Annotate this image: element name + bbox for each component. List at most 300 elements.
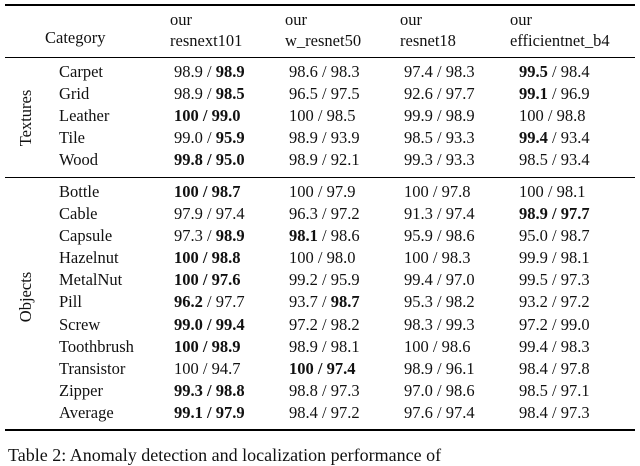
score-cell (519, 127, 634, 149)
score-separator: / (202, 128, 216, 148)
score-separator: / (202, 402, 216, 422)
score-cell (174, 247, 289, 269)
detection-score: 99.2 (289, 270, 318, 290)
score-cell (404, 358, 519, 380)
score-separator: / (543, 106, 557, 126)
score-separator: / (317, 226, 331, 246)
score-cell (289, 269, 404, 291)
score-separator: / (432, 380, 446, 400)
localization-score: 97.0 (445, 270, 475, 290)
header-col-2-line2: w_resnet50 (285, 31, 362, 50)
objects-table (59, 181, 634, 424)
localization-score: 98.2 (330, 314, 360, 334)
score-cell (174, 291, 289, 313)
score-separator: / (198, 248, 212, 268)
localization-score: 98.0 (326, 248, 356, 268)
detection-score: 98.5 (519, 380, 548, 400)
score-separator: / (432, 62, 446, 81)
localization-score: 98.8 (556, 106, 586, 126)
detection-score: 95.9 (404, 226, 433, 246)
detection-score: 98.4 (519, 402, 548, 422)
detection-score: 98.9 (404, 358, 433, 378)
score-cell (174, 149, 289, 171)
localization-score: 98.5 (326, 106, 356, 126)
score-cell (404, 269, 519, 291)
localization-score: 99.3 (445, 314, 475, 334)
score-cell (289, 336, 404, 358)
score-cell (404, 127, 519, 149)
score-separator: / (428, 248, 442, 268)
detection-score: 100 (519, 182, 544, 201)
score-separator: / (543, 182, 557, 201)
detection-score: 99.8 (174, 150, 203, 170)
row-category: Hazelnut (59, 248, 119, 268)
score-separator: / (317, 270, 331, 290)
table-row (59, 269, 634, 291)
row-category: Cable (59, 204, 98, 224)
detection-score: 100 (404, 182, 429, 201)
score-cell (519, 61, 634, 83)
localization-score: 97.5 (330, 84, 360, 104)
score-separator: / (317, 62, 331, 81)
localization-score: 97.4 (445, 204, 475, 224)
score-cell (174, 269, 289, 291)
detection-score: 100 (404, 336, 429, 356)
score-cell (519, 380, 634, 402)
localization-score: 97.1 (560, 380, 590, 400)
row-category: Screw (59, 314, 101, 334)
localization-score: 92.1 (330, 150, 360, 170)
score-separator: / (198, 106, 212, 126)
score-separator: / (547, 380, 561, 400)
score-cell (404, 149, 519, 171)
score-separator: / (547, 128, 561, 148)
score-separator: / (432, 204, 446, 224)
score-separator: / (313, 358, 327, 378)
detection-score: 100 (174, 358, 199, 378)
header-col-4-line2: efficientnet_b4 (510, 31, 610, 50)
score-cell (289, 402, 404, 424)
localization-score: 97.7 (560, 204, 590, 224)
detection-score: 95.3 (404, 292, 433, 312)
score-cell (174, 61, 289, 83)
score-cell (404, 336, 519, 358)
detection-score: 98.4 (289, 402, 318, 422)
score-separator: / (547, 204, 561, 224)
group-label-objects: Objects (16, 271, 35, 323)
detection-score: 96.2 (174, 292, 203, 312)
score-cell (519, 247, 634, 269)
localization-score: 98.8 (211, 248, 241, 268)
score-separator: / (432, 292, 446, 312)
score-cell (289, 203, 404, 225)
localization-score: 98.6 (441, 336, 471, 356)
score-separator: / (202, 204, 216, 224)
localization-score: 93.4 (560, 128, 590, 148)
textures-table (59, 61, 634, 171)
table-row (59, 402, 634, 424)
score-cell (404, 61, 519, 83)
score-cell (174, 83, 289, 105)
detection-score: 100 (404, 248, 429, 268)
row-category: MetalNut (59, 270, 123, 290)
score-cell (519, 225, 634, 247)
detection-score: 100 (289, 106, 314, 126)
score-separator: / (313, 182, 327, 201)
score-separator: / (198, 182, 212, 201)
detection-score: 98.9 (289, 128, 318, 148)
localization-score: 95.9 (330, 270, 360, 290)
table-row (59, 127, 634, 149)
row-category: Capsule (59, 226, 113, 246)
detection-score: 99.9 (404, 106, 433, 126)
localization-score: 97.7 (445, 84, 475, 104)
localization-score: 97.8 (560, 358, 590, 378)
detection-score: 99.4 (404, 270, 433, 290)
localization-score: 97.2 (330, 402, 360, 422)
localization-score: 98.9 (211, 336, 241, 356)
table-row (59, 181, 634, 203)
detection-score: 99.4 (519, 128, 548, 148)
score-cell (174, 181, 289, 203)
score-cell (404, 225, 519, 247)
score-cell (404, 314, 519, 336)
header-col-4 (510, 9, 610, 51)
detection-score: 96.5 (289, 84, 318, 104)
table-row (59, 358, 634, 380)
row-category: Tile (59, 128, 85, 148)
score-separator: / (317, 380, 331, 400)
score-separator: / (432, 150, 446, 170)
row-category: Pill (59, 292, 82, 312)
detection-score: 97.6 (404, 402, 433, 422)
score-cell (289, 83, 404, 105)
row-category: Grid (59, 84, 90, 104)
detection-score: 98.9 (289, 336, 318, 356)
localization-score: 98.2 (445, 292, 475, 312)
table-row (59, 314, 634, 336)
row-category: Transistor (59, 358, 126, 378)
score-separator: / (317, 292, 331, 312)
score-cell (519, 105, 634, 127)
detection-score: 99.0 (174, 128, 203, 148)
localization-score: 98.4 (560, 62, 590, 81)
score-separator: / (547, 150, 561, 170)
detection-score: 98.5 (519, 150, 548, 170)
score-cell (404, 247, 519, 269)
localization-score: 94.7 (211, 358, 241, 378)
table-caption: Table 2: Anomaly detection and localization performance of (8, 445, 442, 465)
score-separator: / (313, 106, 327, 126)
score-cell (289, 314, 404, 336)
localization-score: 99.0 (211, 106, 241, 126)
score-cell (404, 105, 519, 127)
score-separator: / (432, 270, 446, 290)
score-separator: / (428, 336, 442, 356)
localization-score: 98.1 (330, 336, 360, 356)
score-cell (519, 149, 634, 171)
score-separator: / (428, 182, 442, 201)
group-label-textures: Textures (16, 89, 35, 147)
localization-score: 97.9 (215, 402, 245, 422)
detection-score: 99.3 (404, 150, 433, 170)
header-col-4-line1: our (510, 10, 532, 29)
score-cell (519, 83, 634, 105)
table-row (59, 203, 634, 225)
header-category-label: Category (45, 28, 106, 47)
detection-score: 100 (174, 182, 199, 201)
row-category: Leather (59, 106, 110, 126)
score-cell (289, 358, 404, 380)
bottom-rule (5, 429, 635, 431)
detection-score: 98.1 (289, 226, 318, 246)
localization-score: 98.7 (330, 292, 360, 312)
localization-score: 97.8 (441, 182, 471, 201)
score-separator: / (547, 226, 561, 246)
detection-score: 98.3 (404, 314, 433, 334)
score-separator: / (547, 84, 561, 104)
detection-score: 97.2 (519, 314, 548, 334)
score-separator: / (202, 380, 216, 400)
detection-score: 92.6 (404, 84, 433, 104)
table-row (59, 291, 634, 313)
localization-score: 98.9 (215, 62, 245, 81)
detection-score: 99.5 (519, 270, 548, 290)
score-separator: / (198, 336, 212, 356)
detection-score: 93.7 (289, 292, 318, 312)
score-cell (174, 127, 289, 149)
detection-score: 97.9 (174, 204, 203, 224)
localization-score: 98.9 (445, 106, 475, 126)
score-cell (174, 402, 289, 424)
detection-score: 99.1 (519, 84, 548, 104)
score-separator: / (317, 150, 331, 170)
group-rule (5, 177, 635, 178)
score-separator: / (317, 204, 331, 224)
localization-score: 98.7 (560, 226, 590, 246)
score-cell (289, 225, 404, 247)
score-cell (404, 380, 519, 402)
score-separator: / (202, 292, 216, 312)
score-separator: / (432, 128, 446, 148)
score-separator: / (202, 84, 216, 104)
score-separator: / (547, 248, 561, 268)
localization-score: 93.9 (330, 128, 360, 148)
score-cell (174, 336, 289, 358)
localization-score: 96.1 (445, 358, 475, 378)
detection-score: 100 (519, 106, 544, 126)
detection-score: 98.6 (289, 62, 318, 81)
detection-score: 97.2 (289, 314, 318, 334)
score-separator: / (202, 314, 216, 334)
localization-score: 93.4 (560, 150, 590, 170)
score-separator: / (547, 402, 561, 422)
localization-score: 98.3 (330, 62, 360, 81)
table-row (59, 225, 634, 247)
score-separator: / (317, 128, 331, 148)
score-separator: / (313, 248, 327, 268)
score-cell (174, 380, 289, 402)
header-col-3-line2: resnet18 (400, 31, 456, 50)
detection-score: 98.9 (289, 150, 318, 170)
localization-score: 98.9 (215, 226, 245, 246)
header-col-2 (285, 9, 361, 51)
row-category: Zipper (59, 380, 103, 400)
score-separator: / (547, 336, 561, 356)
localization-score: 97.4 (215, 204, 245, 224)
detection-score: 99.4 (519, 336, 548, 356)
score-cell (519, 358, 634, 380)
row-category: Carpet (59, 62, 103, 81)
localization-score: 97.3 (560, 402, 590, 422)
localization-score: 98.1 (556, 182, 586, 201)
row-category: Average (59, 402, 114, 422)
header-col-1-line1: our (170, 10, 192, 29)
row-category: Wood (59, 150, 99, 170)
score-cell (174, 358, 289, 380)
score-cell (289, 181, 404, 203)
table-row (59, 105, 634, 127)
score-separator: / (317, 84, 331, 104)
table-row (59, 336, 634, 358)
localization-score: 97.2 (560, 292, 590, 312)
score-separator: / (202, 62, 216, 81)
detection-score: 99.9 (519, 248, 548, 268)
localization-score: 97.7 (215, 292, 245, 312)
localization-score: 95.9 (215, 128, 245, 148)
localization-score: 97.3 (330, 380, 360, 400)
score-separator: / (198, 358, 212, 378)
detection-score: 98.4 (519, 358, 548, 378)
score-cell (289, 149, 404, 171)
score-cell (519, 402, 634, 424)
score-cell (519, 336, 634, 358)
localization-score: 97.4 (326, 358, 356, 378)
score-separator: / (547, 358, 561, 378)
score-separator: / (432, 314, 446, 334)
localization-score: 98.5 (215, 84, 245, 104)
score-separator: / (317, 314, 331, 334)
detection-score: 95.0 (519, 226, 548, 246)
score-cell (289, 105, 404, 127)
localization-score: 98.6 (445, 226, 475, 246)
detection-score: 100 (289, 182, 314, 201)
score-separator: / (317, 402, 331, 422)
detection-score: 99.3 (174, 380, 203, 400)
score-separator: / (547, 62, 561, 81)
header-col-3 (400, 9, 456, 51)
score-cell (174, 225, 289, 247)
score-cell (289, 247, 404, 269)
detection-score: 99.1 (174, 402, 203, 422)
table-row (59, 149, 634, 171)
localization-score: 99.4 (215, 314, 245, 334)
localization-score: 98.3 (560, 336, 590, 356)
score-cell (174, 105, 289, 127)
score-separator: / (547, 314, 561, 334)
score-cell (519, 314, 634, 336)
detection-score: 99.0 (174, 314, 203, 334)
detection-score: 98.8 (289, 380, 318, 400)
score-cell (289, 380, 404, 402)
localization-score: 98.1 (560, 248, 590, 268)
top-rule (5, 4, 635, 6)
detection-score: 100 (174, 336, 199, 356)
detection-score: 100 (174, 270, 199, 290)
score-cell (404, 291, 519, 313)
detection-score: 96.3 (289, 204, 318, 224)
header-col-1-line2: resnext101 (170, 31, 243, 50)
localization-score: 96.9 (560, 84, 590, 104)
score-separator: / (432, 226, 446, 246)
detection-score: 99.5 (519, 62, 548, 81)
detection-score: 98.9 (174, 62, 203, 81)
header-rule (5, 57, 635, 58)
localization-score: 97.2 (330, 204, 360, 224)
header-col-1 (170, 9, 242, 51)
row-category: Bottle (59, 182, 100, 201)
detection-score: 100 (174, 248, 199, 268)
detection-score: 98.9 (174, 84, 203, 104)
localization-score: 97.4 (445, 402, 475, 422)
score-cell (289, 61, 404, 83)
score-cell (404, 203, 519, 225)
detection-score: 97.3 (174, 226, 203, 246)
score-cell (519, 203, 634, 225)
detection-score: 100 (174, 106, 199, 126)
score-cell (289, 291, 404, 313)
score-separator: / (432, 106, 446, 126)
score-separator: / (202, 226, 216, 246)
table-row (59, 247, 634, 269)
detection-score: 100 (289, 358, 314, 378)
score-separator: / (202, 150, 216, 170)
localization-score: 98.3 (441, 248, 471, 268)
score-cell (404, 83, 519, 105)
detection-score: 97.0 (404, 380, 433, 400)
localization-score: 97.6 (211, 270, 241, 290)
score-cell (174, 203, 289, 225)
detection-score: 97.4 (404, 62, 433, 81)
localization-score: 93.3 (445, 128, 475, 148)
table-row (59, 380, 634, 402)
score-separator: / (432, 402, 446, 422)
score-cell (289, 127, 404, 149)
detection-score: 93.2 (519, 292, 548, 312)
header-col-2-line1: our (285, 10, 307, 29)
score-cell (174, 314, 289, 336)
header-col-3-line1: our (400, 10, 422, 29)
detection-score: 98.5 (404, 128, 433, 148)
table-row (59, 83, 634, 105)
localization-score: 98.7 (211, 182, 241, 201)
score-cell (404, 402, 519, 424)
score-cell (404, 181, 519, 203)
localization-score: 99.0 (560, 314, 590, 334)
localization-score: 93.3 (445, 150, 475, 170)
table-row (59, 61, 634, 83)
localization-score: 95.0 (215, 150, 245, 170)
localization-score: 98.6 (330, 226, 360, 246)
score-separator: / (547, 292, 561, 312)
score-separator: / (317, 336, 331, 356)
localization-score: 98.8 (215, 380, 245, 400)
score-cell (519, 181, 634, 203)
localization-score: 98.6 (445, 380, 475, 400)
score-separator: / (547, 270, 561, 290)
score-cell (519, 269, 634, 291)
header-category (45, 27, 105, 48)
